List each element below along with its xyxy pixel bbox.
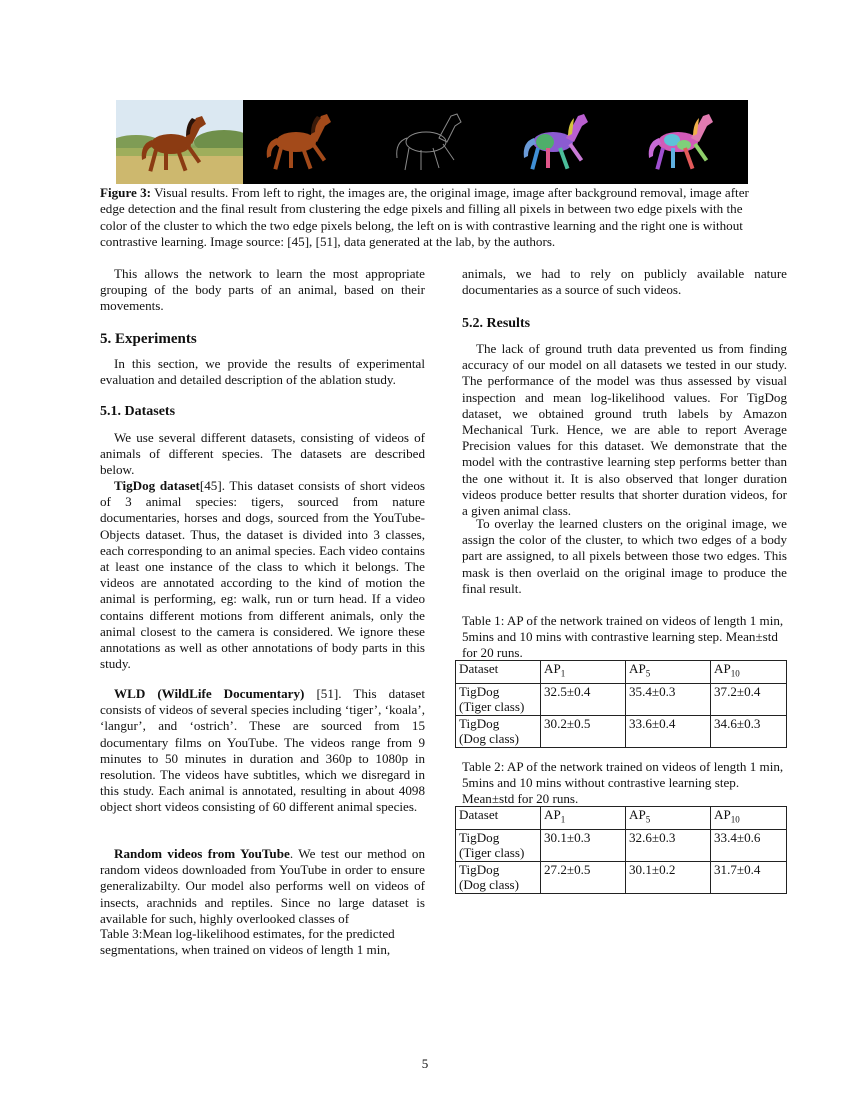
table-row [456, 683, 787, 715]
table-cell-ap1: 32.5±0.4 [541, 683, 626, 715]
random-videos-paragraph [100, 846, 425, 927]
results-paragraph-1: The lack of ground truth data prevented us from finding accuracy of our model on all datasets we tested in our study. The performance of the model was thus assessed by visual inspection and mean log-likelihood values. For TigDog dataset, we obtained ground truth labels by Amazon Mechanical Turk. Hence, we are able to report Average Precision values for this dataset. We demonstrate that the model with the contrastive learning step performs better than the one without it. It is also observed that longer duration videos produce better results that shorter duration videos, for a given animal class. [462, 341, 787, 519]
table-cell-ap5: 33.6±0.4 [626, 715, 711, 747]
table-cell-ap5: 30.1±0.2 [626, 861, 711, 893]
table-1-caption: Table 1: AP of the network trained on videos of length 1 min, 5mins and 10 mins with contrastive learning step. Mean±std for 20 runs. [462, 613, 784, 661]
figure-caption-text: Visual results. From left to right, the images are, the original image, image after background removal, image after edge detection and the final result from clustering the edge pixels and filling all pixels in between two edge pixels with the color of the cluster to which the two edge pixels belong, the left on is with contrastive learning and the right one is without contrastive learning. Image source: [45], [51], data generated at the lab, by the authors. [100, 185, 749, 249]
table-cell-ap10: 34.6±0.3 [711, 715, 787, 747]
table-cell-ap5: 32.6±0.3 [626, 829, 711, 861]
tigdog-paragraph [100, 478, 425, 672]
figure-3-image-strip [116, 100, 748, 184]
table-2-header-row [456, 807, 787, 830]
wld-title: WLD (WildLife Documentary) [114, 686, 305, 701]
table-cell-ap10: 31.7±0.4 [711, 861, 787, 893]
random-videos-title: Random videos from YouTube [114, 846, 290, 861]
table-cell-ap10: 33.4±0.6 [711, 829, 787, 861]
results-paragraph-2: To overlay the learned clusters on the original image, we assign the color of the cluster, to which two edges of a body part are assigned, to all pixels between those two edges. This mask is then overlaid on the original image to produce the final result. [462, 516, 787, 596]
tigdog-text: [45]. This dataset consists of short videos of 3 animal species: tigers, sourced from nature documentaries, horses and dogs, sourced from the YouTube-Objects dataset. Thus, the dataset is divided into 3 classes, each corresponding to an animal species. Each video contains at least one instance of the class to which it belongs. The videos are annotated according to the kind of motion the animal is performing, eg: walk, run or turn head. If a video contains different motions from different animals, only the animal closest to the camera is considered. We ignore these annotations as well as other annotations of body parts in this study. [100, 478, 425, 672]
table-1-header-ap5: $AP_5$ [626, 661, 711, 684]
table-2-header-ap10: $AP_{10}$ [711, 807, 787, 830]
table-row [456, 829, 787, 861]
table-cell-ap1: 30.2±0.5 [541, 715, 626, 747]
table-3-caption: Table 3:Mean log-likelihood estimates, for the predicted segmentations, when trained on videos of length 1 min, [100, 926, 395, 958]
table-2 [455, 806, 787, 894]
table-2-header-ap1: $AP_1$ [541, 807, 626, 830]
table-cell-dataset: TigDog (Tiger class) [456, 829, 541, 861]
table-cell-ap1: 27.2±0.5 [541, 861, 626, 893]
table-cell-ap5: 35.4±0.3 [626, 683, 711, 715]
table-2-caption: Table 2: AP of the network trained on videos of length 1 min, 5mins and 10 mins without contrastive learning step. Mean±std for 20 runs. [462, 759, 784, 807]
table-cell-dataset: TigDog (Dog class) [456, 715, 541, 747]
table-2-header-dataset: Dataset [456, 807, 541, 830]
random-videos-text: . We test our method on random videos downloaded from YouTube in order to ensure generalizabilty. Our model also performs well on videos of insects, arachnids and reptiles. Since no large dataset is available for such, highly overlooked classes of [100, 846, 426, 926]
table-1-header-dataset: Dataset [456, 661, 541, 684]
figure-panel-edge-detection [386, 100, 476, 184]
wld-paragraph [100, 686, 425, 816]
section-5-paragraph: In this section, we provide the results of experimental evaluation and detailed description of the ablation study. [100, 356, 425, 388]
table-1 [455, 660, 787, 748]
tigdog-title: TigDog dataset [114, 478, 200, 493]
table-row [456, 715, 787, 747]
page-number: 5 [421, 1056, 429, 1071]
figure-panel-clusters-with-contrastive [511, 100, 606, 184]
figure-caption-label: Figure 3: [100, 185, 152, 200]
table-2-header-ap5: $AP_5$ [626, 807, 711, 830]
figure-panel-original-image [116, 100, 243, 184]
table-row [456, 861, 787, 893]
table-cell-dataset: TigDog (Tiger class) [456, 683, 541, 715]
section-5-1-heading: 5.1. Datasets [100, 404, 176, 419]
table-1-header-ap1: $AP_1$ [541, 661, 626, 684]
table-cell-ap10: 37.2±0.4 [711, 683, 787, 715]
table-1-header-ap10: $AP_{10}$ [711, 661, 787, 684]
table-1-header-row [456, 661, 787, 684]
figure-panel-background-removed [256, 100, 346, 184]
section-5-heading: 5. Experiments [100, 331, 197, 347]
wld-text: [51]. This dataset consists of videos of several species including ‘tiger’, ‘koala’, ‘langur’, and ‘ostrich’. These are sourced from 15 documentary films on YouTube. The videos range from 9 minutes to 50 minutes in duration and 360p to 1080p in resolution. The videos have subtitles, which we disregard in this study. Each animal is annotated, resulting in about 4098 object short videos consisting of 60 different animal species. [100, 686, 425, 815]
datasets-paragraph: We use several different datasets, consisting of videos of animals of different species. The datasets are described below. [100, 430, 425, 478]
figure-3-caption [100, 185, 760, 250]
section-5-2-heading: 5.2. Results [462, 316, 531, 331]
table-cell-ap1: 30.1±0.3 [541, 829, 626, 861]
intro-paragraph: This allows the network to learn the most appropriate grouping of the body parts of an animal, based on their movements. [100, 266, 425, 314]
continuation-paragraph: animals, we had to rely on publicly available nature documentaries as a source of such videos. [462, 266, 787, 298]
table-cell-dataset: TigDog (Dog class) [456, 861, 541, 893]
figure-panel-clusters-without-contrastive [636, 100, 731, 184]
